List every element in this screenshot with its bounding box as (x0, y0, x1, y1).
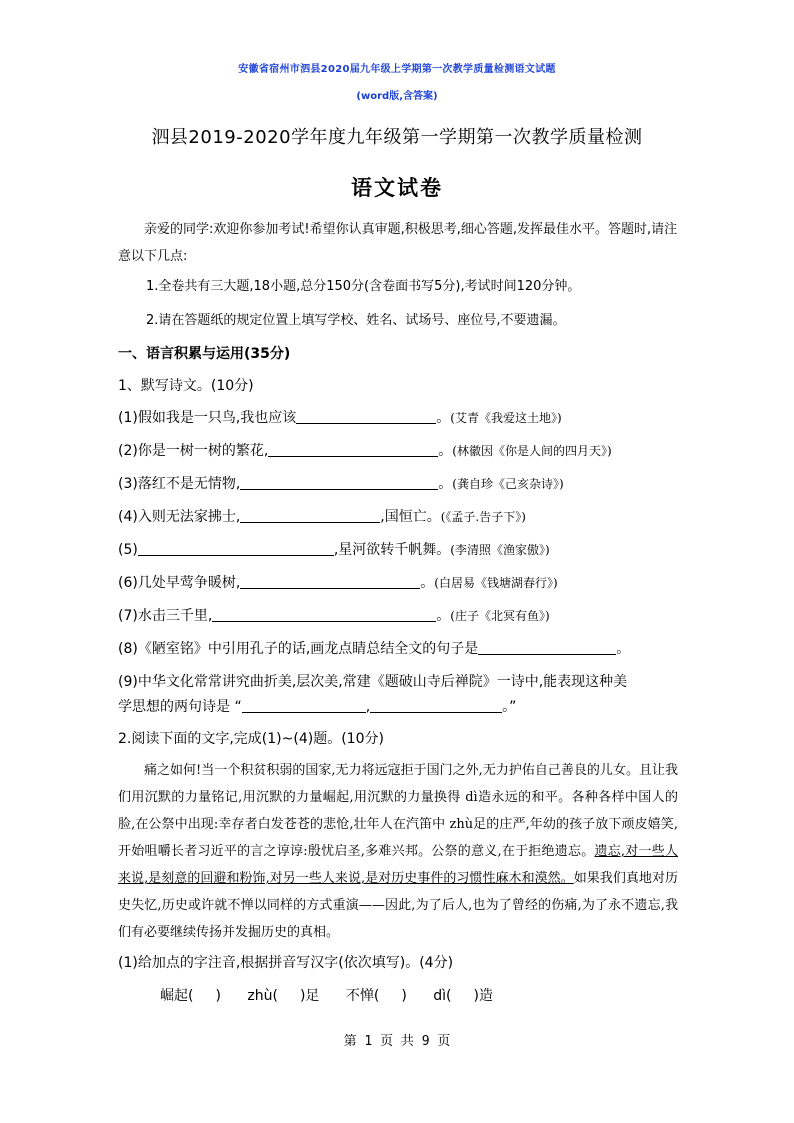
recite-item-1-prompt: (1)假如我是一只鸟,我也应该 (118, 410, 297, 426)
recite-item-9-end: 。” (502, 699, 517, 715)
passage-part-2: 如果我们真地对历史失忆,历史或许就不惮以同样的方式重演——因此,为了后人,也为了曾经的伤痛,为了永不遗忘,我们有必要继续传扬并发掘历史的真相。 (118, 871, 678, 940)
answer-blank[interactable] (268, 442, 438, 457)
answer-blank[interactable] (138, 541, 334, 556)
intro-greeting-text: 亲爱的同学:欢迎你参加考试!希望你认真审题,积极思考,细心答题,发挥最佳水平。答题时,请注意以下几点: (118, 222, 678, 264)
recite-item-9-line2 (118, 696, 516, 716)
answer-blank[interactable] (296, 409, 436, 424)
source-title: 安徽省宿州市泗县2020届九年级上学期第一次教学质量检测语文试题 (238, 64, 556, 75)
answer-blank[interactable] (240, 574, 420, 589)
pinyin-item-4: dì( (433, 988, 452, 1004)
recite-item-5-source: (李清照《渔家傲》) (450, 543, 550, 557)
passage-part-1: 痛之如何!当一个积贫积弱的国家,无力将远寇拒于国门之外,无力护佑自己善良的儿女。且让我们用沉默的力量铭记,用沉默的力量崛起,用沉默的力量换得 dì造永远的和平。各种各样中国人的脸,在公祭中出现:幸存者白发苍苍的悲怆,壮年人在汽笛中 zhù足的庄严,年幼的孩子放下顽皮嬉笑,开始咀嚼长者习近平的言之谆谆:殷忧启圣,多难兴邦。公祭的意义,在于拒绝遗忘。 (118, 763, 678, 859)
recite-item-7-prompt: (7)水击三千里, (118, 608, 213, 624)
recite-item-3-prompt: (3)落红不是无情物, (118, 476, 241, 492)
pinyin-item-1-close: ) (215, 988, 221, 1004)
section-heading: 一、语言积累与运用(35分) (118, 346, 291, 362)
exam-subject-title: 语文试卷 (351, 176, 443, 200)
recite-item-1 (118, 407, 562, 427)
recite-item-4 (118, 506, 526, 526)
reading-passage (118, 757, 678, 946)
intro-rule-1: 1.全卷共有三大题,18小题,总分150分(含卷面书写5分),考试时间120分钟。 (146, 279, 581, 294)
answer-blank[interactable] (370, 698, 502, 713)
pinyin-item-4-close: )造 (473, 988, 493, 1004)
recite-item-8-end: 。 (616, 641, 631, 657)
source-subtitle: (word版,含答案) (356, 91, 438, 102)
pinyin-item-2-close: )足 (299, 988, 320, 1004)
recite-item-5 (118, 539, 550, 559)
recite-item-7-source: (庄子《北冥有鱼》) (450, 609, 550, 623)
recite-item-4-source: (《孟子.告子下》) (440, 510, 526, 524)
question-2-title: 2.阅读下面的文字,完成(1)~(4)题。(10分) (118, 731, 384, 747)
pinyin-answer-row (160, 985, 493, 1005)
exam-main-title: 泗县2019-2020学年度九年级第一学期第一次教学质量检测 (151, 127, 643, 148)
recite-item-6 (118, 572, 558, 592)
recite-item-6-prompt: (6)几处早莺争暖树, (118, 575, 241, 591)
intro-rule-2: 2.请在答题纸的规定位置上填写学校、姓名、试场号、座位号,不要遗漏。 (146, 313, 566, 328)
answer-blank[interactable] (240, 475, 438, 490)
recite-item-7 (118, 605, 550, 625)
pinyin-item-3: 不惮( (345, 988, 380, 1004)
question-1-title: 1、默写诗文。(10分) (118, 378, 254, 394)
recite-item-5-prompt: (5) (118, 542, 138, 558)
answer-blank[interactable] (240, 508, 380, 523)
recite-item-8 (118, 638, 630, 658)
pinyin-item-1: 崛起( (160, 988, 194, 1004)
recite-item-7-end: 。 (436, 608, 451, 624)
recite-item-3-source: (龚自珍《己亥杂诗》) (452, 477, 564, 491)
recite-item-8-prompt: (8)《陋室铭》中引用孔子的话,画龙点睛总结全文的句子是 (118, 641, 479, 657)
recite-item-5-end: ,星河欲转千帆舞。 (333, 542, 451, 558)
recite-item-3 (118, 473, 564, 493)
recite-item-1-source: (艾青《我爱这土地》) (450, 411, 562, 425)
page-footer: 第 1 页 共 9 页 (343, 1034, 451, 1049)
recite-item-1-end: 。 (436, 410, 451, 426)
answer-blank[interactable] (242, 698, 366, 713)
recite-item-2 (118, 440, 612, 460)
recite-item-9-comma: , (365, 699, 371, 715)
answer-blank[interactable] (212, 607, 436, 622)
recite-item-2-end: 。 (438, 443, 453, 459)
recite-item-2-source: (林徽因《你是人间的四月天》) (452, 444, 612, 458)
recite-item-3-end: 。 (438, 476, 453, 492)
pinyin-item-2: zhù( (247, 988, 278, 1004)
sub-question-1: (1)给加点的字注音,根据拼音写汉字(依次填写)。(4分) (118, 955, 454, 971)
recite-item-4-prompt: (4)入则无法家拂士, (118, 509, 241, 525)
recite-item-6-end: 。 (420, 575, 435, 591)
recite-item-6-source: (白居易《钱塘湖春行》) (434, 576, 558, 590)
answer-blank[interactable] (478, 640, 616, 655)
recite-item-2-prompt: (2)你是一树一树的繁花, (118, 443, 269, 459)
recite-item-9-prompt: 学思想的两句诗是 “ (118, 699, 242, 715)
passage-underlined-sentence: 遗忘,对一些人来说,是刻意的回避和粉饰,对另一些人来说,是对历史事件的习惯性麻木和漠然。 (118, 844, 678, 886)
recite-item-9-line1: (9)中华文化常常讲究曲折美,层次美,常建《题破山寺后禅院》一诗中,能表现这种美 (118, 674, 628, 690)
intro-greeting (118, 216, 678, 270)
pinyin-item-3-close: ) (401, 988, 407, 1004)
recite-item-4-end: ,国恒亡。 (380, 509, 441, 525)
